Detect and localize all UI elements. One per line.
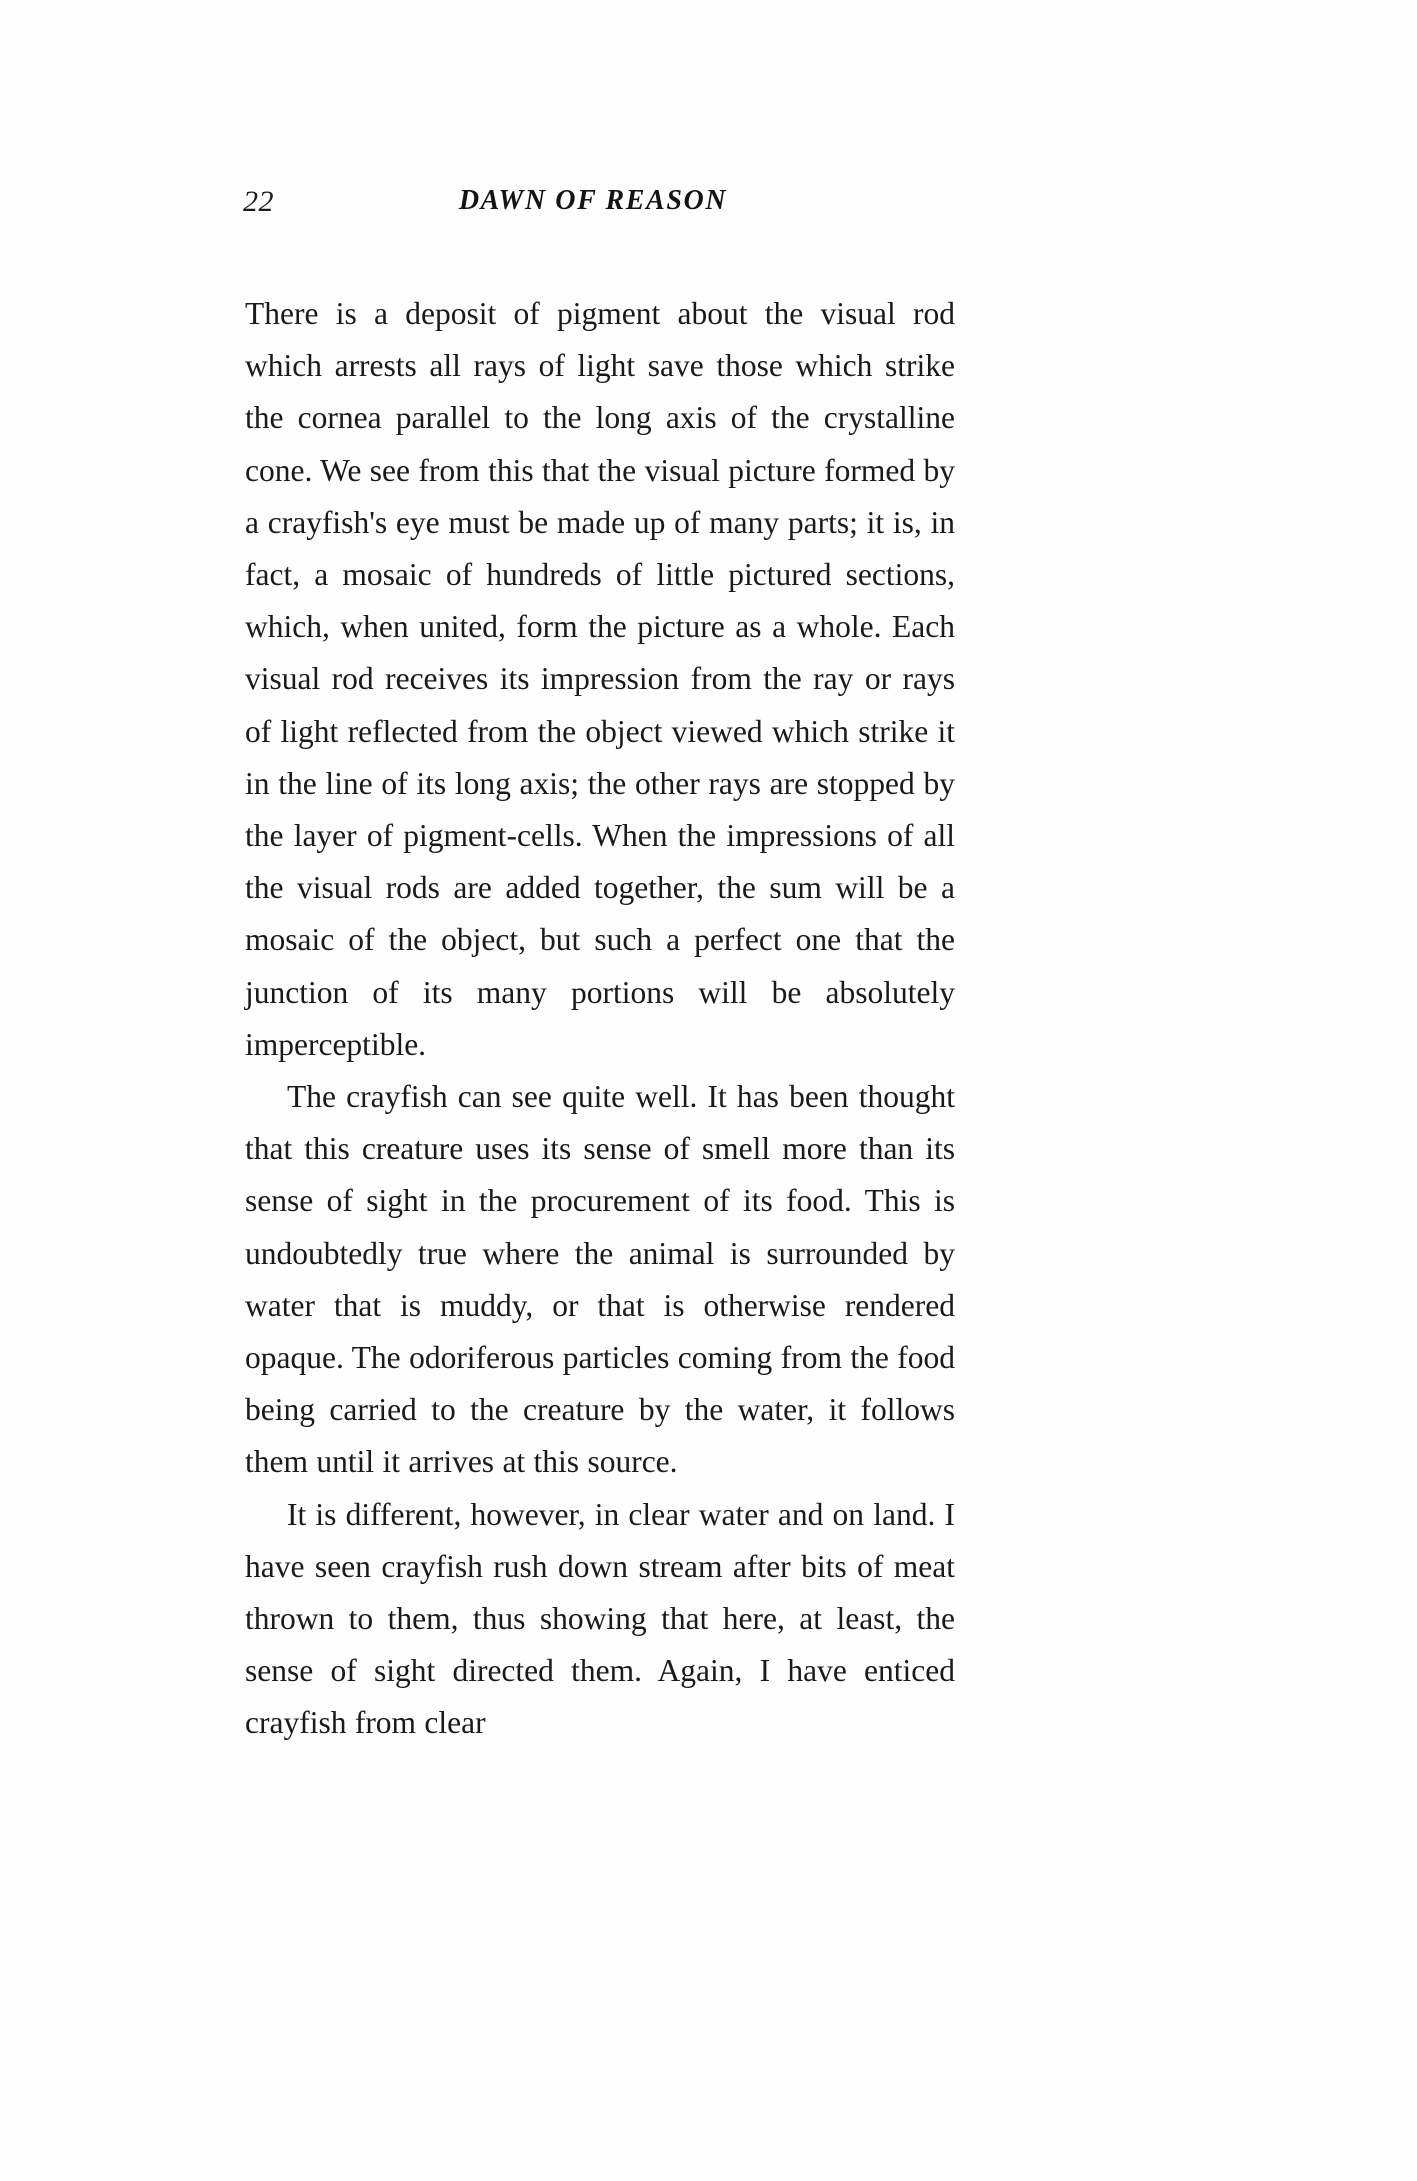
paragraph: The crayfish can see quite well. It has been thought that this creature uses its sense of smell more than its sense of sight in the procurement of its food. This is undoubtedly true where the animal is surrounded by water that is muddy, or that is otherwise rendered opaque. The odoriferous particles coming from the food being carried to the creature by the water, it follows them until it arrives at this source. <box>245 1079 955 1480</box>
page-number: 22 <box>243 185 274 218</box>
running-head: DAWN OF REASON <box>458 185 728 216</box>
paragraph: It is different, however, in clear water and on land. I have seen crayfish rush down stream after bits of meat thrown to them, thus showing that here, at least, the sense of sight directed them. Again, I have enticed crayfish from clear <box>245 1496 955 1741</box>
page-body <box>245 288 955 1750</box>
page-header <box>243 185 943 225</box>
paragraph: There is a deposit of pigment about the visual rod which arrests all rays of light save those which strike the cornea parallel to the long axis of the crystalline cone. We see from this that the visual picture formed by a crayfish's eye must be made up of many parts; it is, in fact, a mosaic of hundreds of little pictured sections, which, when united, form the picture as a whole. Each visual rod receives its impression from the ray or rays of light reflected from the object viewed which strike it in the line of its long axis; the other rays are stopped by the layer of pigment-cells. When the impressions of all the visual rods are added together, the sum will be a mosaic of the object, but such a perfect one that the junction of its many portions will be absolutely imperceptible. <box>245 296 955 1062</box>
